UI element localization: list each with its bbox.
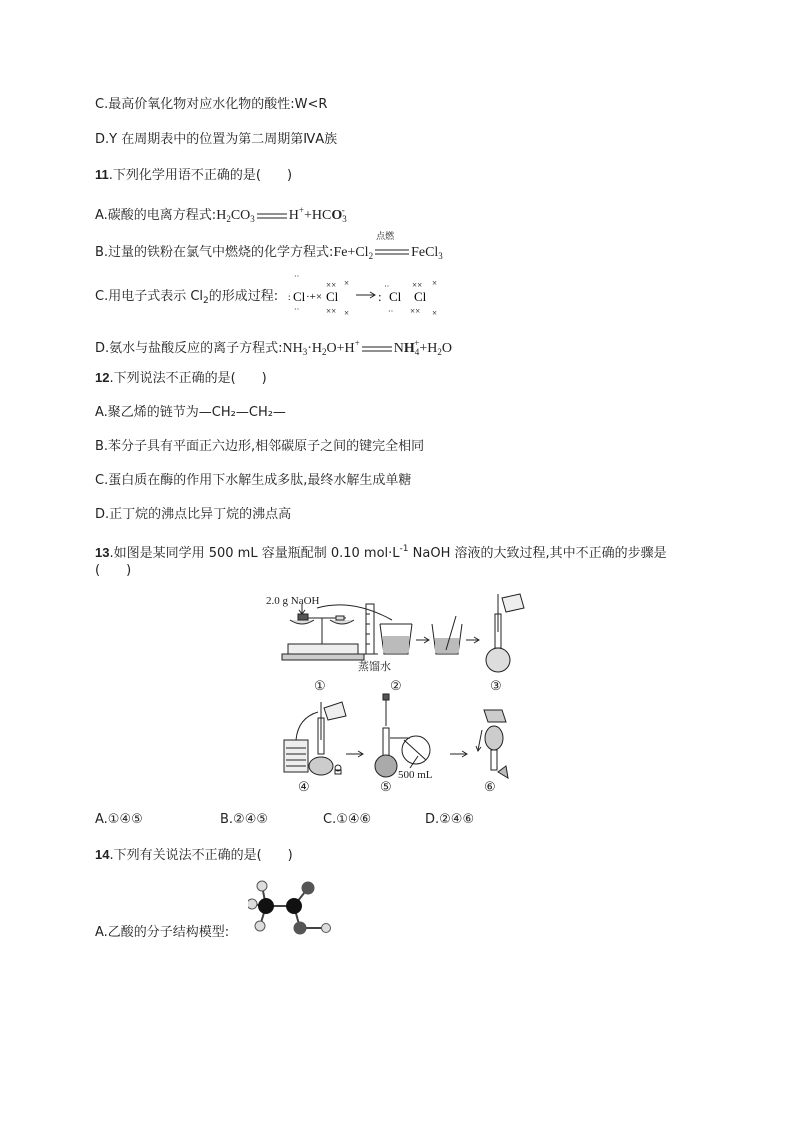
svg-text:Cl: Cl — [293, 289, 306, 304]
q11-option-b-equation: $Fe+Cl_2$ 点燃 FeCl$_3$ — [333, 245, 442, 260]
q11-option-d-equation: $NH_3\cdot H_2O+H^+$ $NH_4^++H_2O$ — [282, 338, 452, 357]
svg-text::: : — [378, 289, 382, 304]
q10-option-d: D.Y 在周期表中的位置为第二周期第ⅣA族 — [95, 132, 338, 147]
step-label-2: ② — [390, 678, 402, 693]
svg-text::: : — [288, 292, 291, 302]
svg-text:Cl: Cl — [326, 289, 339, 304]
q11-stem-text: .下列化学用语不正确的是( ) — [108, 168, 293, 183]
q13-option-a: A.①④⑤ — [95, 812, 143, 827]
q13-stem-end: NaOH 溶液的大致过程,其中不正确的步骤是 — [408, 546, 667, 561]
solution-preparation-figure — [262, 590, 537, 795]
svg-text:··: ·· — [388, 307, 394, 316]
q13-stem-superscript: -1 — [399, 544, 409, 554]
svg-text:×: × — [432, 278, 438, 288]
stopper-icon — [335, 765, 341, 774]
svg-text:×: × — [432, 308, 438, 318]
volumetric-flask-icon — [486, 594, 524, 672]
electron-formula-diagram — [286, 274, 456, 320]
step-label-6: ⑥ — [484, 779, 496, 794]
q13-stem-text: .如图是某同学用 500 mL 容量瓶配制 0.10 mol·L — [109, 546, 400, 561]
svg-text:··: ·· — [384, 282, 390, 291]
q11-option-b — [95, 232, 443, 265]
q11-option-d — [95, 334, 452, 361]
figure-mass-label: 2.0 g NaOH — [266, 595, 320, 607]
q13-option-b: B.②④⑤ — [220, 812, 269, 827]
q12-stem-text: .下列说法不正确的是( ) — [109, 371, 267, 386]
svg-text:××: ×× — [326, 306, 337, 316]
svg-text:××: ×× — [410, 306, 421, 316]
reaction-arrow-icon — [373, 248, 411, 256]
q12-stem — [95, 369, 267, 388]
reaction-arrow-icon — [360, 344, 394, 354]
q10-option-c: C.最高价氧化物对应水化物的酸性:W<R — [95, 97, 328, 112]
q12-option-c: C.蛋白质在酶的作用下水解生成多肽,最终水解生成单糖 — [95, 473, 412, 488]
acetic-acid-model-icon — [248, 876, 338, 938]
svg-text:··: ·· — [294, 305, 300, 314]
q14-option-a: A.乙酸的分子结构模型: — [95, 925, 230, 940]
q12-option-b: B.苯分子具有平面正六边形,相邻碳原子之间的键完全相同 — [95, 439, 425, 454]
svg-text:··: ·· — [294, 274, 300, 281]
stirring-beaker-icon — [432, 616, 462, 654]
step-label-3: ③ — [490, 678, 502, 693]
svg-text:××: ×× — [326, 280, 337, 290]
q11-option-a — [95, 201, 345, 228]
inverting-flask-icon — [476, 710, 508, 778]
q12-option-d: D.正丁烷的沸点比异丁烷的沸点高 — [95, 507, 292, 522]
step-label-5: ⑤ — [380, 779, 392, 794]
q11-option-a-equation: $H_2CO_3$ $H^++HCO_3^-$ — [216, 205, 347, 224]
q13-number: 13 — [95, 545, 110, 560]
svg-text:Cl: Cl — [389, 289, 402, 304]
magnifier-icon — [402, 736, 430, 768]
dropper-flask-icon — [375, 694, 410, 777]
q11-stem — [95, 166, 292, 185]
svg-text:·+×: ·+× — [306, 291, 323, 303]
q11-option-c-text: C.用电子式表示 Cl — [95, 289, 204, 304]
figure-volume-label: 500 mL — [398, 769, 433, 781]
figure-water-label: 蒸馏水 — [358, 661, 391, 673]
q14-stem — [95, 846, 293, 865]
q11-number: 11 — [95, 167, 109, 182]
q12-option-a: A.聚乙烯的链节为—CH₂—CH₂— — [95, 405, 286, 420]
q11-option-c-text2: 的形成过程: — [208, 289, 279, 304]
q12-number: 12 — [95, 370, 110, 385]
q13-option-d: D.②④⑥ — [425, 812, 475, 827]
q13-stem — [95, 540, 667, 563]
q13-answer-paren: ( ) — [95, 563, 132, 578]
q14-number: 14 — [95, 847, 110, 862]
svg-text:××: ×× — [412, 280, 423, 290]
q13-option-c: C.①④⑥ — [323, 812, 372, 827]
q11-option-c: C.用电子式表示 $Cl_2$的形成过程: — [95, 289, 279, 306]
q11-option-d-text: D.氨水与盐酸反应的离子方程式: — [95, 341, 283, 356]
q11-option-b-text: B.过量的铁粉在氯气中燃烧的化学方程式: — [95, 245, 334, 261]
svg-text:×: × — [344, 308, 350, 318]
step-label-4: ④ — [298, 779, 310, 794]
step-label-1: ① — [314, 678, 326, 693]
reversible-arrow-icon — [255, 211, 289, 221]
q11-option-a-text: A.碳酸的电离方程式: — [95, 208, 217, 223]
beaker-icon — [380, 624, 412, 654]
svg-text:Cl: Cl — [414, 289, 427, 304]
balance-icon — [282, 604, 364, 660]
graduated-cylinder-icon — [362, 604, 378, 654]
svg-text:×: × — [344, 278, 350, 288]
q11-option-b-condition: 点燃 — [376, 232, 395, 242]
q14-stem-text: .下列有关说法不正确的是( ) — [109, 848, 293, 863]
